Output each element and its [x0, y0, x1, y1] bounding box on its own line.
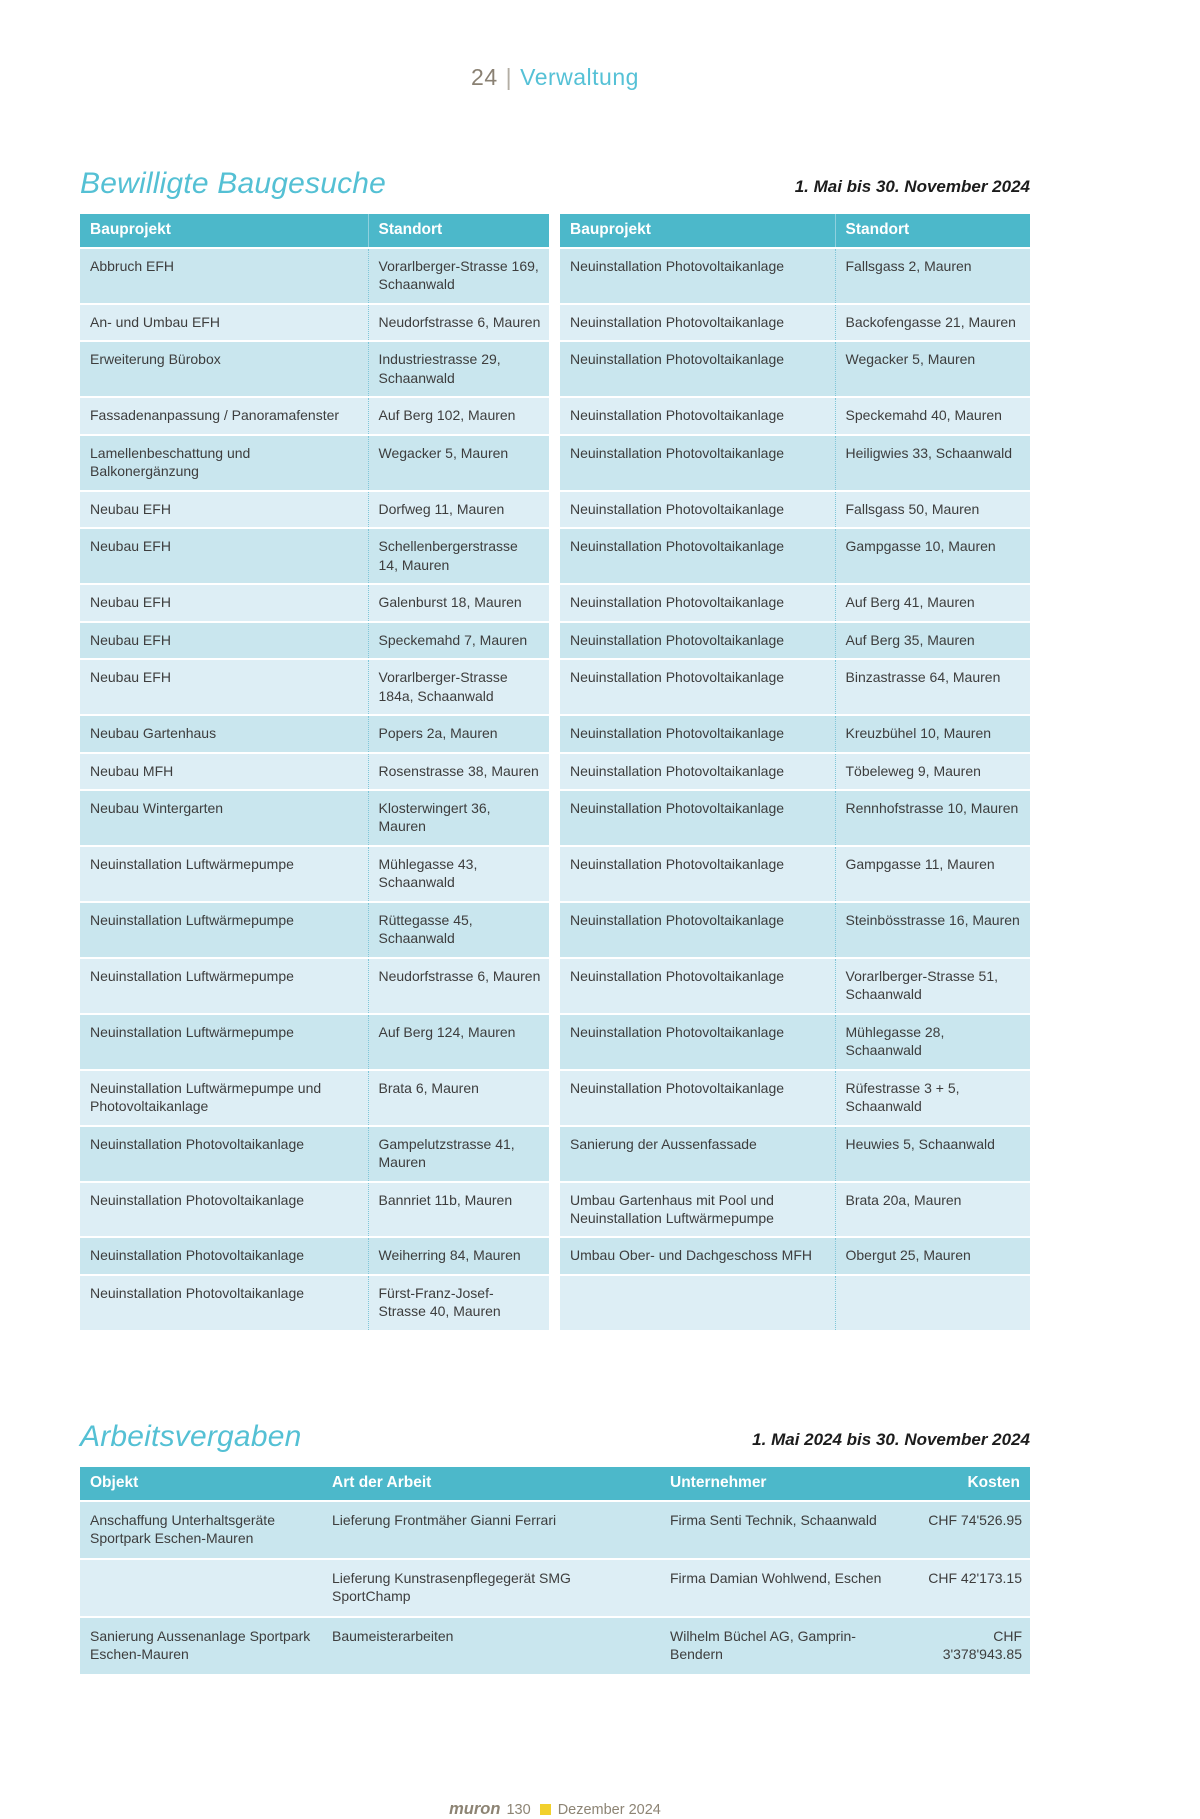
table-cell: Gampelutzstrasse 41, Mauren [368, 1126, 549, 1182]
page-header [80, 64, 1030, 91]
section-date-range: 1. Mai bis 30. November 2024 [794, 177, 1030, 196]
arbeitsvergaben-table [80, 1467, 1030, 1674]
table-cell: Mühlegasse 28, Schaanwald [835, 1014, 1030, 1070]
table-cell: Anschaffung Unterhaltsgeräte Sportpark Eschen-Mauren [80, 1501, 322, 1559]
table-cell: Brata 20a, Mauren [835, 1182, 1030, 1238]
table-cell: Klosterwingert 36, Mauren [368, 790, 549, 846]
issue-number: 130 [506, 1801, 531, 1818]
section-title: Arbeitsvergaben [80, 1419, 302, 1453]
table-cell: Neuinstallation Photovoltaikanlage [80, 1182, 368, 1238]
table-cell: Baumeisterarbeiten [322, 1617, 660, 1674]
magazine-name: muron [449, 1799, 501, 1818]
table-cell: Neuinstallation Photovoltaikanlage [560, 622, 835, 659]
table-cell: Sanierung Aussenanlage Sportpark Eschen-Mauren [80, 1617, 322, 1674]
table-gap [549, 753, 560, 790]
baugesuche-table [80, 214, 1030, 1330]
table-cell: Neubau EFH [80, 528, 368, 584]
table-cell: Backofengasse 21, Mauren [835, 304, 1030, 341]
table-cell: Neuinstallation Photovoltaikanlage [560, 528, 835, 584]
table-cell: Fürst-Franz-Josef-Strasse 40, Mauren [368, 1275, 549, 1330]
table-gap [549, 1126, 560, 1182]
table-cell: Neuinstallation Photovoltaikanlage [560, 1070, 835, 1126]
table-head [80, 1467, 1030, 1501]
table-cell: Neubau EFH [80, 584, 368, 621]
table-cell: Vorarlberger-Strasse 51, Schaanwald [835, 958, 1030, 1014]
table-row [80, 790, 1030, 846]
column-header-objekt: Objekt [80, 1467, 322, 1501]
table-cell: Neuinstallation Photovoltaikanlage [80, 1275, 368, 1330]
table-cell: Firma Senti Technik, Schaanwald [660, 1501, 908, 1559]
table-cell: Neuinstallation Photovoltaikanlage [80, 1126, 368, 1182]
table-cell: Neubau EFH [80, 659, 368, 715]
table-cell: Neubau Gartenhaus [80, 715, 368, 752]
table-cell: Bannriet 11b, Mauren [368, 1182, 549, 1238]
table-row [80, 1070, 1030, 1126]
table-cell: Wilhelm Büchel AG, Gamprin-Bendern [660, 1617, 908, 1674]
table-cell: Neuinstallation Photovoltaikanlage [80, 1237, 368, 1274]
table-gap [549, 958, 560, 1014]
column-header-standort-left: Standort [368, 214, 549, 248]
table-cell: Neuinstallation Photovoltaikanlage [560, 584, 835, 621]
table-cell: Umbau Ober- und Dachgeschoss MFH [560, 1237, 835, 1274]
table-cell: Speckemahd 40, Mauren [835, 397, 1030, 434]
table-gap [549, 790, 560, 846]
table-cell: Neuinstallation Photovoltaikanlage [560, 304, 835, 341]
table-head [80, 214, 1030, 248]
table-cell: Auf Berg 41, Mauren [835, 584, 1030, 621]
table-gap [549, 715, 560, 752]
table-cell: Gampgasse 11, Mauren [835, 846, 1030, 902]
table-cell: Auf Berg 124, Mauren [368, 1014, 549, 1070]
table-cell: Neubau MFH [80, 753, 368, 790]
column-header-bauprojekt-left: Bauprojekt [80, 214, 368, 248]
table-cell: Firma Damian Wohlwend, Eschen [660, 1559, 908, 1617]
table-row [80, 958, 1030, 1014]
table-row [80, 397, 1030, 434]
table-gap [549, 902, 560, 958]
table-cell [560, 1275, 835, 1330]
table-cell: Kreuzbühel 10, Mauren [835, 715, 1030, 752]
table-cell: Umbau Gartenhaus mit Pool und Neuinstallation Luftwärmepumpe [560, 1182, 835, 1238]
table-cell: An- und Umbau EFH [80, 304, 368, 341]
table-cell: Neuinstallation Luftwärmepumpe [80, 902, 368, 958]
table-gap [549, 248, 560, 304]
table-cell: Heuwies 5, Schaanwald [835, 1126, 1030, 1182]
table-cell: Fallsgass 50, Mauren [835, 491, 1030, 528]
table-cell: Heiligwies 33, Schaanwald [835, 435, 1030, 491]
table-gap [549, 341, 560, 397]
section-header [80, 1420, 1030, 1454]
table-cell: Auf Berg 102, Mauren [368, 397, 549, 434]
table-cell: Neubau EFH [80, 491, 368, 528]
column-header-bauprojekt-right: Bauprojekt [560, 214, 835, 248]
table-row [80, 341, 1030, 397]
table-cell: Industriestrasse 29, Schaanwald [368, 341, 549, 397]
section-header [80, 167, 1030, 201]
table-row [80, 248, 1030, 304]
table-cell: Vorarlberger-Strasse 169, Schaanwald [368, 248, 549, 304]
table-cell: Neuinstallation Photovoltaikanlage [560, 846, 835, 902]
table-cell: Neuinstallation Luftwärmepumpe und Photovoltaikanlage [80, 1070, 368, 1126]
table-cell: Neuinstallation Photovoltaikanlage [560, 790, 835, 846]
table-cell: Neuinstallation Luftwärmepumpe [80, 958, 368, 1014]
table-cell: Neudorfstrasse 6, Mauren [368, 304, 549, 341]
table-cell: Popers 2a, Mauren [368, 715, 549, 752]
table-cell: Fallsgass 2, Mauren [835, 248, 1030, 304]
table-cell: CHF 3'378'943.85 [908, 1617, 1030, 1674]
table-cell: Neuinstallation Photovoltaikanlage [560, 435, 835, 491]
table-cell: CHF 42'173.15 [908, 1559, 1030, 1617]
column-header-kosten: Kosten [908, 1467, 1030, 1501]
table-cell: Erweiterung Bürobox [80, 341, 368, 397]
table-gap [549, 435, 560, 491]
table-row [80, 1126, 1030, 1182]
table-cell: Neudorfstrasse 6, Mauren [368, 958, 549, 1014]
table-cell: Steinbösstrasse 16, Mauren [835, 902, 1030, 958]
table-cell: Brata 6, Mauren [368, 1070, 549, 1126]
table-row [80, 528, 1030, 584]
column-header-art-der-arbeit: Art der Arbeit [322, 1467, 660, 1501]
section-bewilligte-baugesuche [80, 167, 1030, 1330]
table-cell: Sanierung der Aussenfassade [560, 1126, 835, 1182]
header-row [80, 214, 1030, 248]
table-cell: Neuinstallation Luftwärmepumpe [80, 846, 368, 902]
table-cell: Wegacker 5, Mauren [368, 435, 549, 491]
table-cell: Abbruch EFH [80, 248, 368, 304]
table-cell: Speckemahd 7, Mauren [368, 622, 549, 659]
table-cell: Neuinstallation Photovoltaikanlage [560, 248, 835, 304]
table-cell: Neuinstallation Photovoltaikanlage [560, 491, 835, 528]
table-gap [549, 214, 560, 248]
table-body [80, 1501, 1030, 1674]
table-cell [835, 1275, 1030, 1330]
table-row [80, 846, 1030, 902]
section-arbeitsvergaben [80, 1420, 1030, 1674]
table-gap [549, 304, 560, 341]
footer-date: Dezember 2024 [557, 1801, 661, 1818]
section-title: Bewilligte Baugesuche [80, 167, 387, 200]
table-cell: Vorarlberger-Strasse 184a, Schaanwald [368, 659, 549, 715]
table-cell: Fassadenanpassung / Panoramafenster [80, 397, 368, 434]
table-cell: CHF 74'526.95 [908, 1501, 1030, 1559]
table-cell: Neuinstallation Photovoltaikanlage [560, 715, 835, 752]
header-section-label: Verwaltung [520, 64, 639, 90]
table-row [80, 584, 1030, 621]
table-cell: Neuinstallation Photovoltaikanlage [560, 397, 835, 434]
table-cell: Neuinstallation Photovoltaikanlage [560, 659, 835, 715]
table-cell: Neuinstallation Photovoltaikanlage [560, 753, 835, 790]
table-gap [549, 397, 560, 434]
table-row [80, 715, 1030, 752]
table-gap [549, 622, 560, 659]
table-cell [80, 1559, 322, 1617]
page-number: 24 [471, 64, 498, 90]
table-cell: Rüttegasse 45, Schaanwald [368, 902, 549, 958]
table-cell: Rüfestrasse 3 + 5, Schaanwald [835, 1070, 1030, 1126]
table-gap [549, 1070, 560, 1126]
table-gap [549, 1275, 560, 1330]
table-cell: Neuinstallation Luftwärmepumpe [80, 1014, 368, 1070]
table-gap [549, 1237, 560, 1274]
table-cell: Gampgasse 10, Mauren [835, 528, 1030, 584]
table-row [80, 1237, 1030, 1274]
table-cell: Lieferung Frontmäher Gianni Ferrari [322, 1501, 660, 1559]
table-cell: Lieferung Kunstrasenpflegegerät SMG SportChamp [322, 1559, 660, 1617]
table-cell: Rennhofstrasse 10, Mauren [835, 790, 1030, 846]
column-header-unternehmer: Unternehmer [660, 1467, 908, 1501]
table-row [80, 1559, 1030, 1617]
table-cell: Dorfweg 11, Mauren [368, 491, 549, 528]
table-row [80, 1617, 1030, 1674]
table-cell: Obergut 25, Mauren [835, 1237, 1030, 1274]
table-row [80, 1501, 1030, 1559]
page-footer [80, 1800, 1030, 1819]
table-row [80, 304, 1030, 341]
table-row [80, 753, 1030, 790]
table-gap [549, 1182, 560, 1238]
document-page [80, 0, 1030, 1819]
table-gap [549, 491, 560, 528]
table-cell: Wegacker 5, Mauren [835, 341, 1030, 397]
table-row [80, 622, 1030, 659]
section-date-range: 1. Mai 2024 bis 30. November 2024 [752, 1429, 1030, 1449]
table-cell: Auf Berg 35, Mauren [835, 622, 1030, 659]
table-body [80, 248, 1030, 1330]
table-cell: Neubau EFH [80, 622, 368, 659]
table-row [80, 902, 1030, 958]
table-row [80, 435, 1030, 491]
table-row [80, 659, 1030, 715]
table-cell: Galenburst 18, Mauren [368, 584, 549, 621]
table-cell: Lamellenbeschattung und Balkonergänzung [80, 435, 368, 491]
table-gap [549, 846, 560, 902]
table-gap [549, 1014, 560, 1070]
table-cell: Weiherring 84, Mauren [368, 1237, 549, 1274]
table-row [80, 491, 1030, 528]
footer-square-icon [540, 1804, 551, 1815]
table-cell: Neuinstallation Photovoltaikanlage [560, 1014, 835, 1070]
header-separator: | [505, 64, 513, 90]
table-row [80, 1014, 1030, 1070]
table-cell: Neuinstallation Photovoltaikanlage [560, 958, 835, 1014]
table-cell: Schellenbergerstrasse 14, Mauren [368, 528, 549, 584]
table-cell: Töbeleweg 9, Mauren [835, 753, 1030, 790]
table-row [80, 1182, 1030, 1238]
table-gap [549, 584, 560, 621]
table-cell: Binzastrasse 64, Mauren [835, 659, 1030, 715]
table-cell: Mühlegasse 43, Schaanwald [368, 846, 549, 902]
table-gap [549, 659, 560, 715]
column-header-standort-right: Standort [835, 214, 1030, 248]
header-row [80, 1467, 1030, 1501]
table-row [80, 1275, 1030, 1330]
table-gap [549, 528, 560, 584]
table-cell: Neubau Wintergarten [80, 790, 368, 846]
table-cell: Neuinstallation Photovoltaikanlage [560, 902, 835, 958]
table-cell: Neuinstallation Photovoltaikanlage [560, 341, 835, 397]
table-cell: Rosenstrasse 38, Mauren [368, 753, 549, 790]
